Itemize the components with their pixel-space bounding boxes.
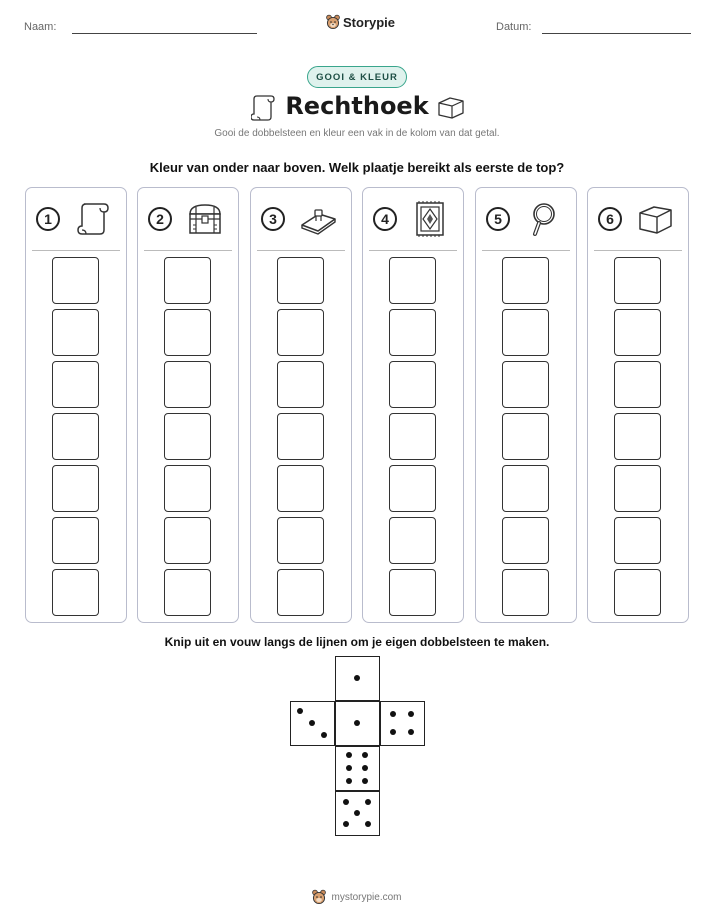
color-box[interactable]	[164, 257, 211, 304]
color-box[interactable]	[614, 569, 661, 616]
die-pip	[354, 810, 360, 816]
stapler-icon	[299, 200, 337, 238]
die-pip	[362, 778, 368, 784]
color-box[interactable]	[52, 465, 99, 512]
die-pip	[354, 720, 360, 726]
color-box[interactable]	[277, 569, 324, 616]
color-box[interactable]	[614, 465, 661, 512]
die-pip	[346, 752, 352, 758]
color-box[interactable]	[389, 413, 436, 460]
column-divider	[32, 250, 120, 251]
page-subtitle: Gooi de dobbelsteen en kleur een vak in de kolom van dat getal.	[214, 128, 500, 139]
column-number: 3	[261, 207, 285, 231]
column-1	[25, 187, 127, 623]
instruction-text: Kleur van onder naar boven. Welk plaatje bereikt als eerste de top?	[149, 160, 565, 175]
color-box[interactable]	[52, 257, 99, 304]
die-face-1	[335, 656, 380, 701]
color-box[interactable]	[277, 413, 324, 460]
die-pip	[354, 675, 360, 681]
treasure-chest-icon	[186, 200, 224, 238]
brand-logo	[326, 14, 395, 30]
name-label: Naam:	[24, 21, 57, 33]
footer-url: mystorypie.com	[331, 891, 402, 903]
cut-instruction: Knip uit en vouw langs de lijnen om je eigen dobbelsteen te maken.	[164, 635, 550, 649]
color-box[interactable]	[277, 309, 324, 356]
color-box[interactable]	[52, 309, 99, 356]
bear-face-icon	[312, 889, 326, 905]
die-face-5	[335, 791, 380, 836]
color-box[interactable]	[502, 309, 549, 356]
color-box[interactable]	[52, 361, 99, 408]
scroll-icon	[74, 200, 112, 238]
die-pip	[346, 778, 352, 784]
die-pip	[309, 720, 315, 726]
color-box[interactable]	[277, 517, 324, 564]
column-6	[587, 187, 689, 623]
color-box[interactable]	[164, 361, 211, 408]
die-face-3	[290, 701, 335, 746]
color-box[interactable]	[52, 569, 99, 616]
color-box[interactable]	[164, 569, 211, 616]
rug-icon	[411, 200, 449, 238]
color-box[interactable]	[502, 361, 549, 408]
die-pip	[343, 821, 349, 827]
column-divider	[482, 250, 570, 251]
die-pip	[390, 711, 396, 717]
activity-badge: GOOI & KLEUR	[307, 66, 407, 88]
name-line[interactable]	[72, 33, 257, 34]
cube-icon	[436, 94, 466, 122]
column-2	[137, 187, 239, 623]
color-box[interactable]	[614, 413, 661, 460]
color-box[interactable]	[502, 257, 549, 304]
die-pip	[346, 765, 352, 771]
column-divider	[369, 250, 457, 251]
column-3	[250, 187, 352, 623]
column-number: 6	[598, 207, 622, 231]
brand-name: Storypie	[343, 14, 396, 30]
color-box[interactable]	[277, 465, 324, 512]
color-box[interactable]	[389, 465, 436, 512]
column-4	[362, 187, 464, 623]
date-line[interactable]	[542, 33, 691, 34]
die-pip	[297, 708, 303, 714]
die-pip	[365, 821, 371, 827]
column-number: 5	[486, 207, 510, 231]
die-pip	[365, 799, 371, 805]
die-face-4	[380, 701, 425, 746]
color-box[interactable]	[502, 465, 549, 512]
die-pip	[362, 752, 368, 758]
color-box[interactable]	[614, 517, 661, 564]
bear-face-icon	[326, 14, 340, 30]
color-box[interactable]	[52, 517, 99, 564]
color-box[interactable]	[164, 465, 211, 512]
die-face-1	[335, 701, 380, 746]
column-divider	[144, 250, 232, 251]
column-divider	[257, 250, 345, 251]
color-box[interactable]	[277, 361, 324, 408]
color-box[interactable]	[277, 257, 324, 304]
die-pip	[321, 732, 327, 738]
color-box[interactable]	[164, 309, 211, 356]
die-pip	[343, 799, 349, 805]
color-box[interactable]	[614, 361, 661, 408]
color-box[interactable]	[614, 309, 661, 356]
color-box[interactable]	[502, 413, 549, 460]
cube-icon	[636, 200, 674, 238]
color-box[interactable]	[389, 309, 436, 356]
color-box[interactable]	[389, 569, 436, 616]
page-title: Rechthoek	[285, 92, 429, 120]
footer	[0, 889, 714, 905]
color-box[interactable]	[52, 413, 99, 460]
die-pip	[408, 711, 414, 717]
color-box[interactable]	[389, 257, 436, 304]
die-face-6	[335, 746, 380, 791]
color-box[interactable]	[502, 569, 549, 616]
color-box[interactable]	[389, 361, 436, 408]
color-box[interactable]	[164, 517, 211, 564]
column-5	[475, 187, 577, 623]
column-number: 4	[373, 207, 397, 231]
color-box[interactable]	[502, 517, 549, 564]
color-box[interactable]	[614, 257, 661, 304]
magnifying-glass-icon	[524, 200, 562, 238]
die-pip	[362, 765, 368, 771]
column-number: 2	[148, 207, 172, 231]
color-box[interactable]	[164, 413, 211, 460]
column-number: 1	[36, 207, 60, 231]
color-box[interactable]	[389, 517, 436, 564]
die-pip	[390, 729, 396, 735]
column-divider	[594, 250, 682, 251]
date-label: Datum:	[496, 21, 532, 33]
die-pip	[408, 729, 414, 735]
